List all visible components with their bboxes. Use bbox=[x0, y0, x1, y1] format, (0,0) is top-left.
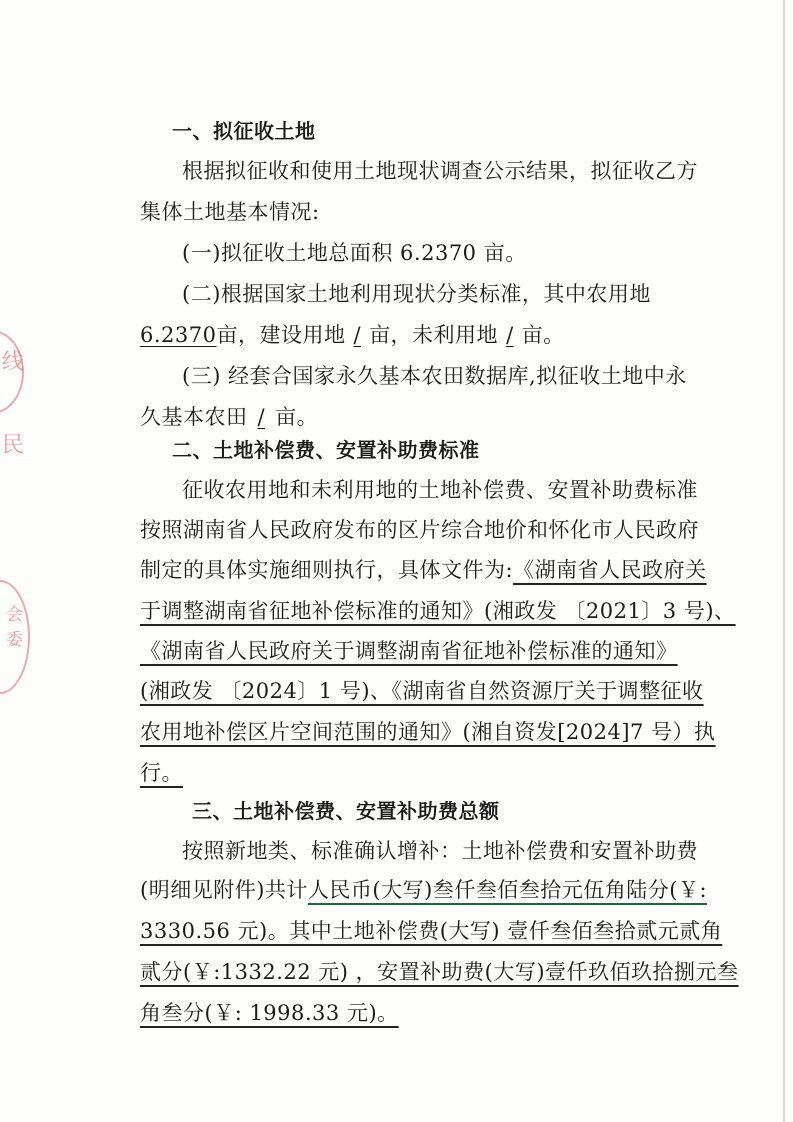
basic-farmland-label: 久基本农田 bbox=[140, 405, 248, 429]
section-1-item-1: (一)拟征收土地总面积 6.2370 亩。 bbox=[182, 241, 527, 265]
farmland-area-value: 6.2370 bbox=[140, 323, 217, 347]
section-2-line-5: 《湖南省人民政府关于调整湖南省征地补偿标准的通知》 bbox=[140, 639, 678, 663]
page-edge-line bbox=[783, 0, 785, 1122]
seal-fragment-1: 线 bbox=[2, 350, 25, 375]
section-3-heading: 三、土地补偿费、安置补助费总额 bbox=[192, 799, 500, 823]
total-amount-text: 人民币(大写)叁仟叁佰叁拾元伍角陆分(￥: bbox=[307, 878, 708, 902]
section-3-line-2 bbox=[140, 876, 707, 904]
section-2-line-4: 于调整湖南省征地补偿标准的通知》(湘政发 〔2021〕3 号)、 bbox=[140, 599, 736, 623]
section-2-line-3 bbox=[140, 556, 707, 584]
document-ref-1-start: 《湖南省人民政府关 bbox=[513, 558, 707, 582]
section-3-line-5: 角叁分(￥: 1998.33 元)。 bbox=[140, 1001, 399, 1025]
section-2-line-7: 农用地补偿区片空间范围的通知》(湘自资发[2024]7 号）执 bbox=[140, 720, 716, 744]
section-2-heading: 二、土地补偿费、安置补助费标准 bbox=[172, 438, 480, 462]
section-2-line-1: 征收农用地和未利用地的土地补偿费、安置补助费标准 bbox=[182, 478, 698, 502]
section-2-line-3-prefix: 制定的具体实施细则执行，具体文件为: bbox=[140, 558, 514, 582]
seal-fragment-2: 民 bbox=[2, 433, 25, 458]
section-3-line-1: 按照新地类、标准确认增补：土地补偿费和安置补助费 bbox=[182, 839, 698, 863]
section-1-item-2-line-1: (二)根据国家土地利用现状分类标准，其中农用地 bbox=[182, 282, 651, 306]
section-2-line-2: 按照湖南省人民政府发布的区片综合地价和怀化市人民政府 bbox=[140, 518, 699, 542]
section-1-para-line-1: 根据拟征收和使用土地现状调查公示结果，拟征收乙方 bbox=[182, 159, 698, 183]
basic-farmland-unit: 亩。 bbox=[275, 405, 319, 429]
section-3-line-4: 贰分(￥:1332.22 元) ，安置补助费(大写)壹仟玖佰玖拾捌元叁 bbox=[140, 960, 739, 984]
construction-land-value: / bbox=[353, 323, 362, 347]
unit-label: 亩。 bbox=[521, 323, 565, 347]
section-1-para-line-2: 集体土地基本情况: bbox=[140, 200, 320, 224]
construction-land-label: 亩，建设用地 bbox=[216, 323, 346, 347]
unused-land-label: 亩，未利用地 bbox=[369, 323, 499, 347]
section-1-item-3-line-1: (三) 经套合国家永久基本农田数据库,拟征收土地中永 bbox=[182, 364, 687, 388]
section-2-line-8: 行。 bbox=[140, 761, 183, 785]
seal-fragment-3: 会 bbox=[6, 605, 23, 625]
section-1-heading: 一、拟征收土地 bbox=[172, 119, 316, 143]
section-1-item-2-line-2 bbox=[140, 321, 565, 349]
section-1-item-3-line-2 bbox=[140, 403, 318, 431]
section-2-line-6: (湘政发 〔2024〕1 号)、《湖南省自然资源厅关于调整征收 bbox=[140, 679, 704, 703]
section-3-line-3: 3330.56 元)。其中土地补偿费(大写) 壹仟叁佰叁拾贰元贰角 bbox=[140, 919, 723, 943]
basic-farmland-value: / bbox=[257, 405, 266, 429]
unused-land-value: / bbox=[506, 323, 514, 347]
section-3-line-2-prefix: (明细见附件)共计 bbox=[140, 878, 308, 902]
seal-fragment-4: 委 bbox=[6, 630, 23, 650]
